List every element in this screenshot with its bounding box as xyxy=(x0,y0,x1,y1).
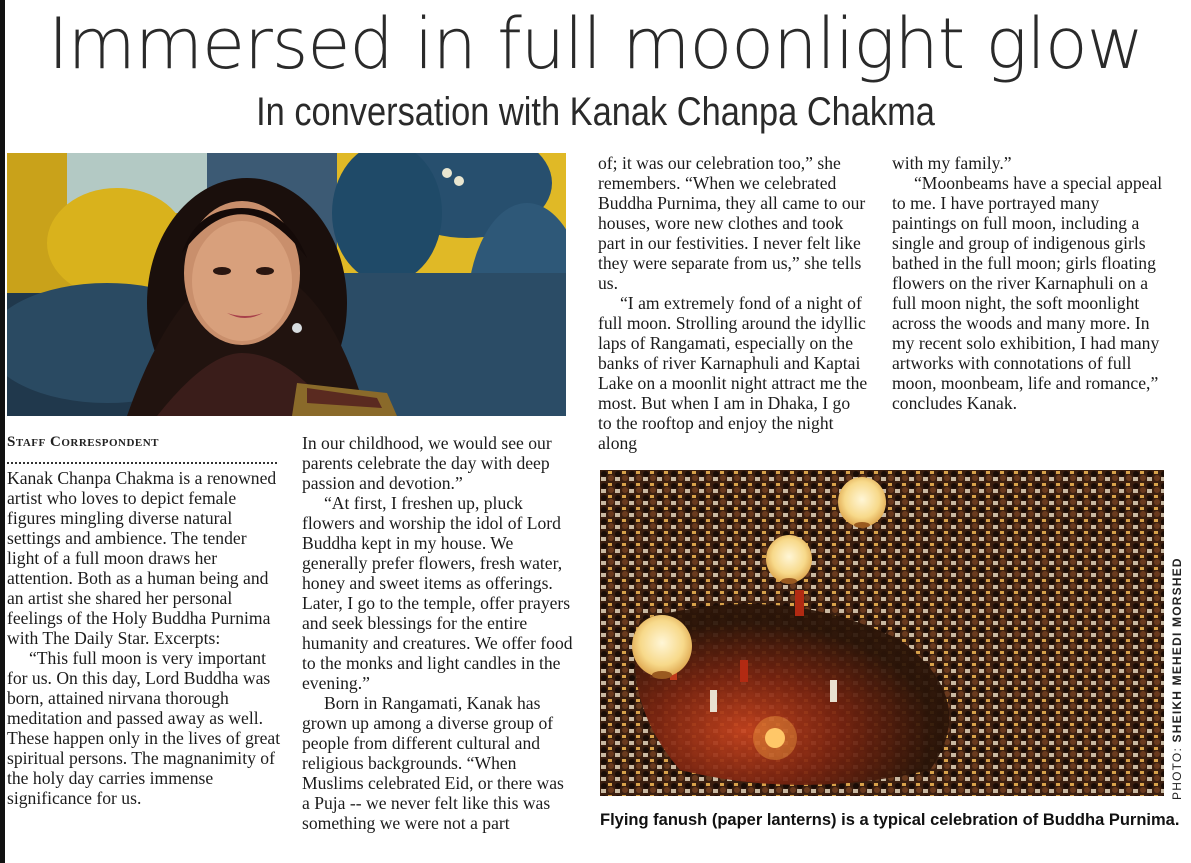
paragraph: In our childhood, we would see our parents celebrate the day with deep passion and devotion.” xyxy=(302,433,552,493)
article-column-2 xyxy=(302,433,576,833)
lanterns-photo xyxy=(600,470,1164,796)
article-column-3 xyxy=(598,153,868,453)
photo-credit xyxy=(1170,550,1184,800)
paragraph: Kanak Chanpa Chakma is a renowned artist who loves to depict female figures mingling diverse natural settings and ambience. The tender light of a full moon draws her attention. Both as a human being and an artist she shared her personal feelings of the Holy Buddha Purnima with The Daily Star. Excerpts: xyxy=(7,468,277,648)
paragraph: “Moonbeams have a special appeal to me. I have portrayed many paintings on full moon, including a single and group of indigenous girls bathed in the full moon; girls floating flowers on the river Karnaphuli on a full moon night, the soft moonlight across the woods and many more. In my recent solo exhibition, I had many artworks with connotations of full moon, moonbeam, life and romance,” concludes Kanak. xyxy=(892,173,1163,413)
portrait-photo xyxy=(7,153,566,416)
article-column-4 xyxy=(892,153,1164,413)
byline: Staff Correspondent xyxy=(7,434,160,450)
subheadline: In conversation with Kanak Chanpa Chakma xyxy=(256,90,935,134)
byline-divider xyxy=(7,456,277,464)
photo-credit-prefix: PHOTO: xyxy=(1170,747,1184,800)
paragraph: “This full moon is very important for us. On this day, Lord Buddha was born, attained nirvana thorough meditation and passed away as well. These happen only in the lives of great spiritual persons. The magnanimity of the holy day carries immense significance for us. xyxy=(7,648,281,808)
paragraph: with my family.” xyxy=(892,153,1012,173)
photo-credit-name: SHEIKH MEHEDI MORSHED xyxy=(1170,557,1184,743)
article-column-1 xyxy=(7,432,283,808)
photo-caption: Flying fanush (paper lanterns) is a typical celebration of Buddha Purnima. xyxy=(600,811,1180,829)
page-edge-bar xyxy=(0,0,5,863)
paragraph: “At first, I freshen up, pluck flowers and worship the idol of Lord Buddha kept in my house. We generally prefer flowers, fresh water, honey and sweet items as offerings. Later, I go to the temple, offer prayers and seek blessings for the entire humanity and creatures. We offer food to the monks and light candles in the evening.” xyxy=(302,493,573,693)
headline: Immersed in full moonlight glow xyxy=(47,3,1143,85)
paragraph: Born in Rangamati, Kanak has grown up among a diverse group of people from different cultural and religious backgrounds. “When Muslims celebrated Eid, or there was a Puja -- we never felt like this was something we were not a part xyxy=(302,693,564,833)
paragraph: of; it was our celebration too,” she remembers. “When we celebrated Buddha Purnima, they all came to our houses, wore new clothes and took part in our festivities. I never felt like they were separate from us,” she tells us. xyxy=(598,153,866,293)
paragraph: “I am extremely fond of a night of full moon. Strolling around the idyllic laps of Rangamati, especially on the banks of river Karnaphuli and Kaptai Lake on a moonlit night attract me the most. But when I am in Dhaka, I go to the rooftop and enjoy the night along xyxy=(598,293,868,453)
